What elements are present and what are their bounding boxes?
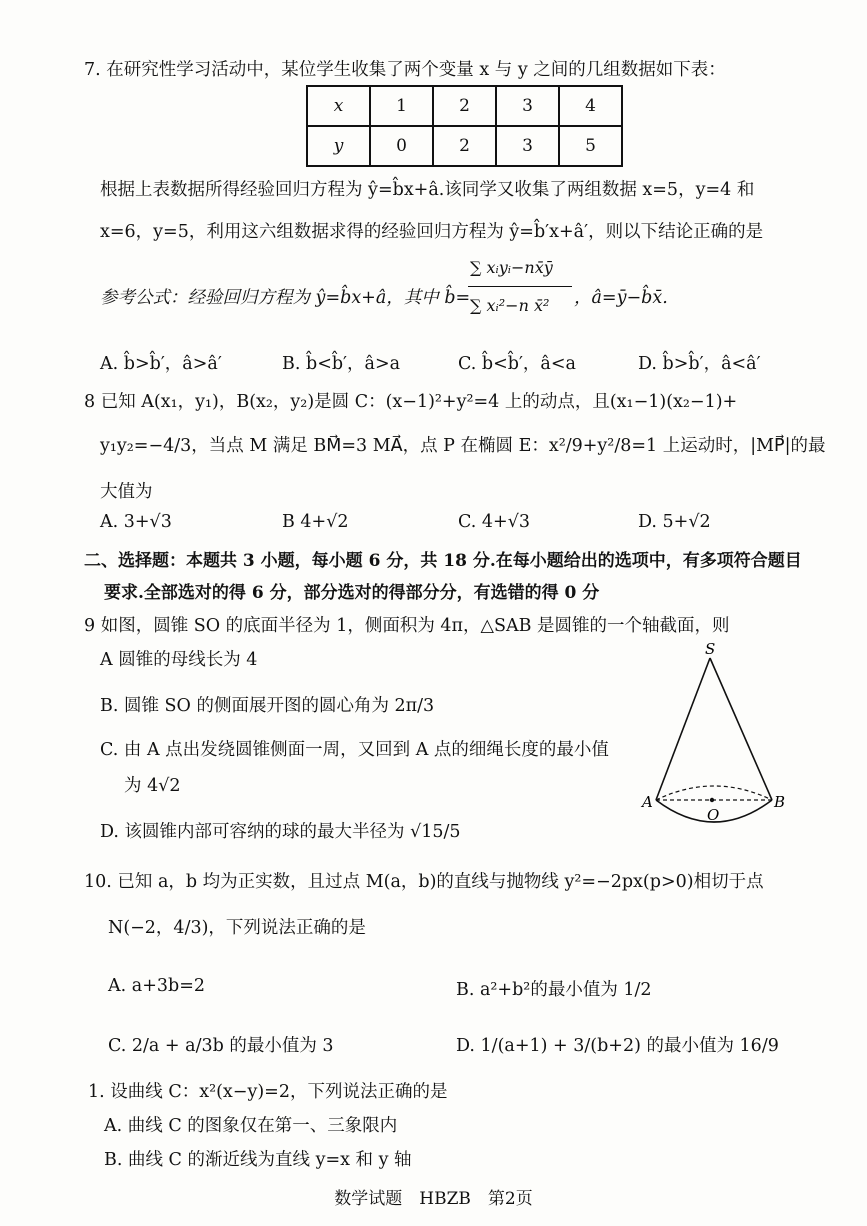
label-a: A — [642, 793, 653, 811]
table-cell: 0 — [370, 126, 433, 166]
table-cell: 1 — [370, 86, 433, 126]
table-cell: 5 — [559, 126, 622, 166]
q7-stem: 7. 在研究性学习活动中，某位学生收集了两个变量 x 与 y 之间的几组数据如下表： — [84, 60, 726, 80]
table-cell: y — [307, 126, 370, 166]
table-cell: 3 — [496, 86, 559, 126]
label-o: O — [707, 806, 720, 824]
q7-formula-suffix: ，â=ȳ−b̂x̄. — [574, 288, 668, 308]
q8-choice-a: A. 3+√3 — [100, 512, 172, 532]
q8-line2: y₁y₂=−4/3，当点 M 满足 BM⃗=3 MA⃗，点 P 在椭圆 E：x²/9+y²/8=1 上运动时，|MP⃗|的最 — [100, 436, 826, 456]
table-cell: x — [307, 86, 370, 126]
q10-option-b: B. a²+b²的最小值为 1/2 — [456, 980, 652, 1000]
label-s: S — [705, 640, 716, 658]
q8-choice-d: D. 5+√2 — [638, 512, 711, 532]
table-cell: 3 — [496, 126, 559, 166]
q10-option-d: D. 1/(a+1) + 3/(b+2) 的最小值为 16/9 — [456, 1036, 779, 1056]
q8-line1: 8 已知 A(x₁，y₁)，B(x₂，y₂)是圆 C：(x−1)²+y²=4 上的动点，且(x₁−1)(x₂−1)+ — [84, 392, 738, 412]
q7-choice-d: D. b̂>b̂′，â<â′ — [638, 354, 761, 374]
q10-line1: 10. 已知 a，b 均为正实数，且过点 M(a，b)的直线与抛物线 y²=−2px(p>0)相切于点 — [84, 872, 764, 892]
base-back-arc — [656, 786, 772, 800]
q7-formula-denominator: ∑ xᵢ²−n x̄² — [470, 296, 550, 315]
q10-option-a: A. a+3b=2 — [108, 976, 205, 996]
table-row — [307, 86, 622, 126]
q7-formula-numerator: ∑ xᵢyᵢ−nx̄ȳ — [470, 258, 553, 277]
q9-option-b: B. 圆锥 SO 的侧面展开图的圆心角为 2π/3 — [100, 696, 435, 716]
q8-line3: 大值为 — [100, 482, 153, 502]
section-heading: 二、选择题：本题共 3 小题，每小题 6 分，共 18 分.在每小题给出的选项中，有多项符合题目 — [84, 551, 802, 571]
q11-option-a: A. 曲线 C 的图象仅在第一、三象限内 — [104, 1116, 398, 1136]
q9-option-a: A 圆锥的母线长为 4 — [100, 650, 258, 670]
data-table — [306, 85, 623, 167]
q10-option-c: C. 2/a + a/3b 的最小值为 3 — [108, 1036, 334, 1056]
table-cell: 2 — [433, 86, 496, 126]
q9-option-d: D. 该圆锥内部可容纳的球的最大半径为 √15/5 — [100, 822, 461, 842]
q9-option-c: C. 由 A 点出发绕圆锥侧面一周，又回到 A 点的细绳长度的最小值 — [100, 740, 609, 760]
q7-choice-c: C. b̂<b̂′，â<a — [458, 354, 576, 374]
q8-choice-b: B 4+√2 — [282, 512, 349, 532]
fraction-bar — [468, 286, 572, 287]
q7-line2: 根据上表数据所得经验回归方程为 ŷ=b̂x+â.该同学又收集了两组数据 x=5，y=4 和 — [100, 180, 755, 200]
section-heading-line2: 要求.全部选对的得 6 分，部分选对的得部分分，有选错的得 0 分 — [104, 583, 600, 603]
table-row — [307, 126, 622, 166]
q9-stem: 9 如图，圆锥 SO 的底面半径为 1，侧面积为 4π，△SAB 是圆锥的一个轴截面，则 — [84, 616, 730, 636]
q10-line2: N(−2，4/3)，下列说法正确的是 — [108, 918, 366, 938]
cone-edge-right — [710, 658, 772, 800]
table-cell: 2 — [433, 126, 496, 166]
q7-choice-b: B. b̂<b̂′，â>a — [282, 354, 401, 374]
q11-option-b: B. 曲线 C 的渐近线为直线 y=x 和 y 轴 — [104, 1150, 412, 1170]
center-point — [710, 798, 714, 802]
q7-choice-a: A. b̂>b̂′，â>â′ — [100, 354, 222, 374]
page-footer: 数学试题 HBZB 第2页 — [334, 1189, 533, 1209]
label-b: B — [774, 793, 786, 811]
q11-stem: 1. 设曲线 C：x²(x−y)=2，下列说法正确的是 — [88, 1082, 448, 1102]
cone-figure — [640, 640, 790, 830]
q7-formula-prefix: 参考公式：经验回归方程为 ŷ=b̂x+â，其中 b̂= — [100, 288, 471, 308]
q8-choice-c: C. 4+√3 — [458, 512, 530, 532]
cone-edge-left — [656, 658, 710, 800]
q9-option-c-cont: 为 4√2 — [124, 776, 181, 796]
q7-line3: x=6，y=5，利用这六组数据求得的经验回归方程为 ŷ=b̂′x+â′，则以下结论正确的是 — [100, 222, 764, 242]
table-cell: 4 — [559, 86, 622, 126]
